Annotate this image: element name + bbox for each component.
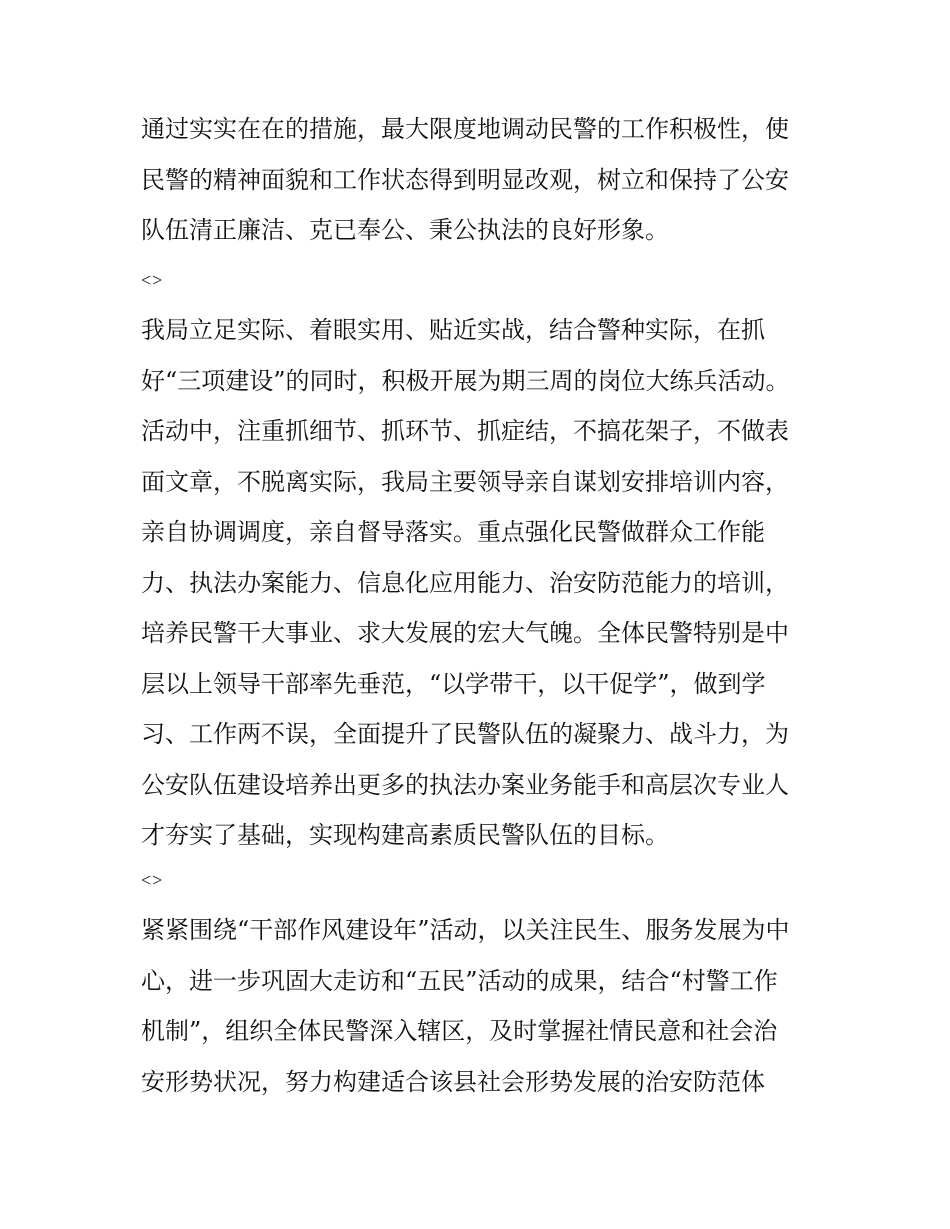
paragraph-2 bbox=[141, 305, 813, 861]
paragraph-line: 层以上领导干部率先垂范，“以学带干，以干促学”，做到学 bbox=[141, 669, 766, 698]
paragraph-line: 队伍清正廉洁、克已奉公、秉公执法的良好形象。 bbox=[141, 216, 669, 244]
paragraph-line: 培养民警干大事业、求大发展的宏大气魄。全体民警特别是中 bbox=[141, 619, 789, 647]
paragraph-line: 亲自协调调度，亲自督导落实。重点强化民警做群众工作能 bbox=[141, 518, 765, 546]
paragraph-line: 通过实实在在的措施，最大限度地调动民警的工作积极性，使 bbox=[141, 115, 789, 143]
paragraph-line: 力、执法办案能力、信息化应用能力、治安防范能力的培训， bbox=[141, 568, 789, 597]
paragraph-line: 安形势状况，努力构建适合该县社会形势发展的治安防范体 bbox=[141, 1067, 765, 1096]
paragraph-line: 机制”，组织全体民警深入辖区，及时掌握社情民意和社会治 bbox=[141, 1017, 778, 1045]
section-marker-1: <> bbox=[141, 270, 164, 290]
paragraph-3 bbox=[141, 905, 813, 1107]
paragraph-line: 好“三项建设”的同时，积极开展为期三周的岗位大练兵活动。 bbox=[141, 366, 790, 395]
paragraph-line: 才夯实了基础，实现构建高素质民警队伍的目标。 bbox=[141, 821, 669, 849]
paragraph-line: 我局立足实际、着眼实用、贴近实战，结合警种实际，在抓 bbox=[141, 316, 765, 344]
paragraph-line: 面文章，不脱离实际，我局主要领导亲自谋划安排培训内容， bbox=[141, 467, 789, 496]
paragraph-line: 民警的精神面貌和工作状态得到明显改观，树立和保持了公安 bbox=[141, 165, 789, 194]
paragraph-line: 习、工作两不误，全面提升了民警队伍的凝聚力、战斗力，为 bbox=[141, 720, 789, 748]
paragraph-line: 公安队伍建设培养出更多的执法办案业务能手和高层次专业人 bbox=[141, 770, 789, 799]
paragraph-line: 心，进一步巩固大走访和“五民”活动的成果，结合“村警工作 bbox=[141, 966, 778, 995]
section-marker-2: <> bbox=[141, 870, 164, 890]
paragraph-line: 紧紧围绕“干部作风建设年”活动，以关注民生、服务发展为中 bbox=[141, 916, 790, 944]
paragraph-1 bbox=[141, 104, 813, 256]
paragraph-line: 活动中，注重抓细节、抓环节、抓症结，不搞花架子，不做表 bbox=[141, 417, 789, 445]
